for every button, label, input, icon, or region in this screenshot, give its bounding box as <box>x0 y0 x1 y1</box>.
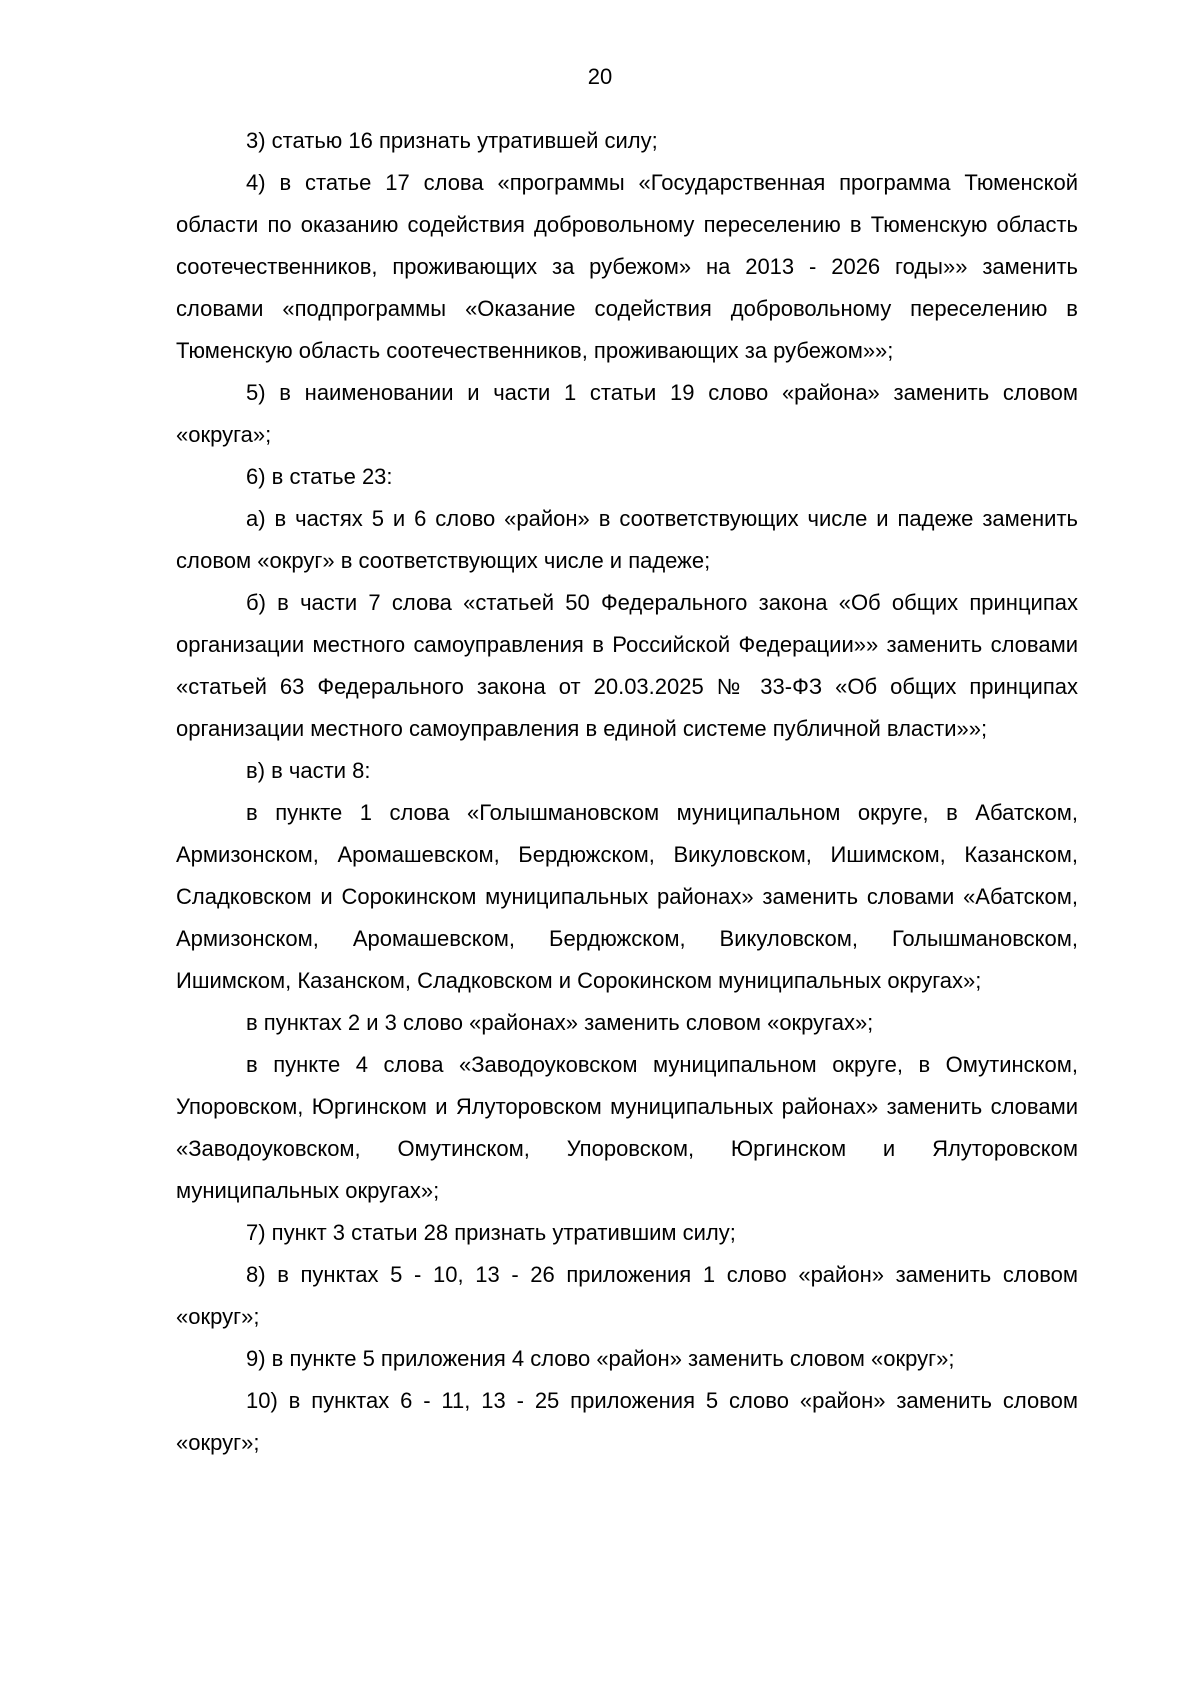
paragraph-clause-2-3: в пунктах 2 и 3 слово «районах» заменить словом «округах»; <box>246 1010 874 1035</box>
paragraph-item-6: 6) в статье 23: <box>246 464 393 489</box>
paragraph-subitem-a: а) в частях 5 и 6 слово «район» в соответствующих числе и падеже заменить словом «округ» в соответствующих числе и падеже; <box>176 506 1078 573</box>
paragraph-item-4: 4) в статье 17 слова «программы «Государственная программа Тюменской области по оказанию содействия добровольному переселению в Тюменскую область соотечественников, проживающих за рубежом» на 2013 - 2026 годы»» заменить словами «подпрограммы «Оказание содействия добровольному переселению в Тюменскую область соотечественников, проживающих за рубежом»»; <box>176 170 1078 363</box>
paragraph-clause-1: в пункте 1 слова «Голышмановском муниципальном округе, в Абатском, Армизонском, Аромашевском, Бердюжском, Викуловском, Ишимском, Казанском, Сладковском и Сорокинском муниципальных районах» заменить словами «Абатском, Армизонском, Аромашевском, Бердюжском, Викуловском, Голышмановском, Ишимском, Казанском, Сладковском и Сорокинском муниципальных округах»; <box>176 800 1078 993</box>
paragraph-item-10: 10) в пунктах 6 - 11, 13 - 25 приложения 5 слово «район» заменить словом «округ»; <box>176 1388 1078 1455</box>
paragraph-item-3: 3) статью 16 признать утратившей силу; <box>246 128 658 153</box>
paragraph-item-5: 5) в наименовании и части 1 статьи 19 слово «района» заменить словом «округа»; <box>176 380 1078 447</box>
page-number: 20 <box>587 64 613 89</box>
paragraph-item-8: 8) в пунктах 5 - 10, 13 - 26 приложения 1 слово «район» заменить словом «округ»; <box>176 1262 1078 1329</box>
paragraph-clause-4: в пункте 4 слова «Заводоуковском муниципальном округе, в Омутинском, Упоровском, Юргинском и Ялуторовском муниципальных районах» заменить словами «Заводоуковском, Омутинском, Упоровском, Юргинском и Ялуторовском муниципальных округах»; <box>176 1052 1078 1203</box>
paragraph-subitem-b: б) в части 7 слова «статьей 50 Федерального закона «Об общих принципах организации местного самоуправления в Российской Федерации»» заменить словами «статьей 63 Федерального закона от 20.03.2025 № 33-ФЗ «Об общих принципах организации местного самоуправления в единой системе публичной власти»»; <box>176 590 1078 741</box>
document-body <box>176 120 1078 1464</box>
paragraph-subitem-v: в) в части 8: <box>246 758 371 783</box>
paragraph-item-9: 9) в пункте 5 приложения 4 слово «район» заменить словом «округ»; <box>246 1346 955 1371</box>
paragraph-item-7: 7) пункт 3 статьи 28 признать утратившим силу; <box>246 1220 736 1245</box>
